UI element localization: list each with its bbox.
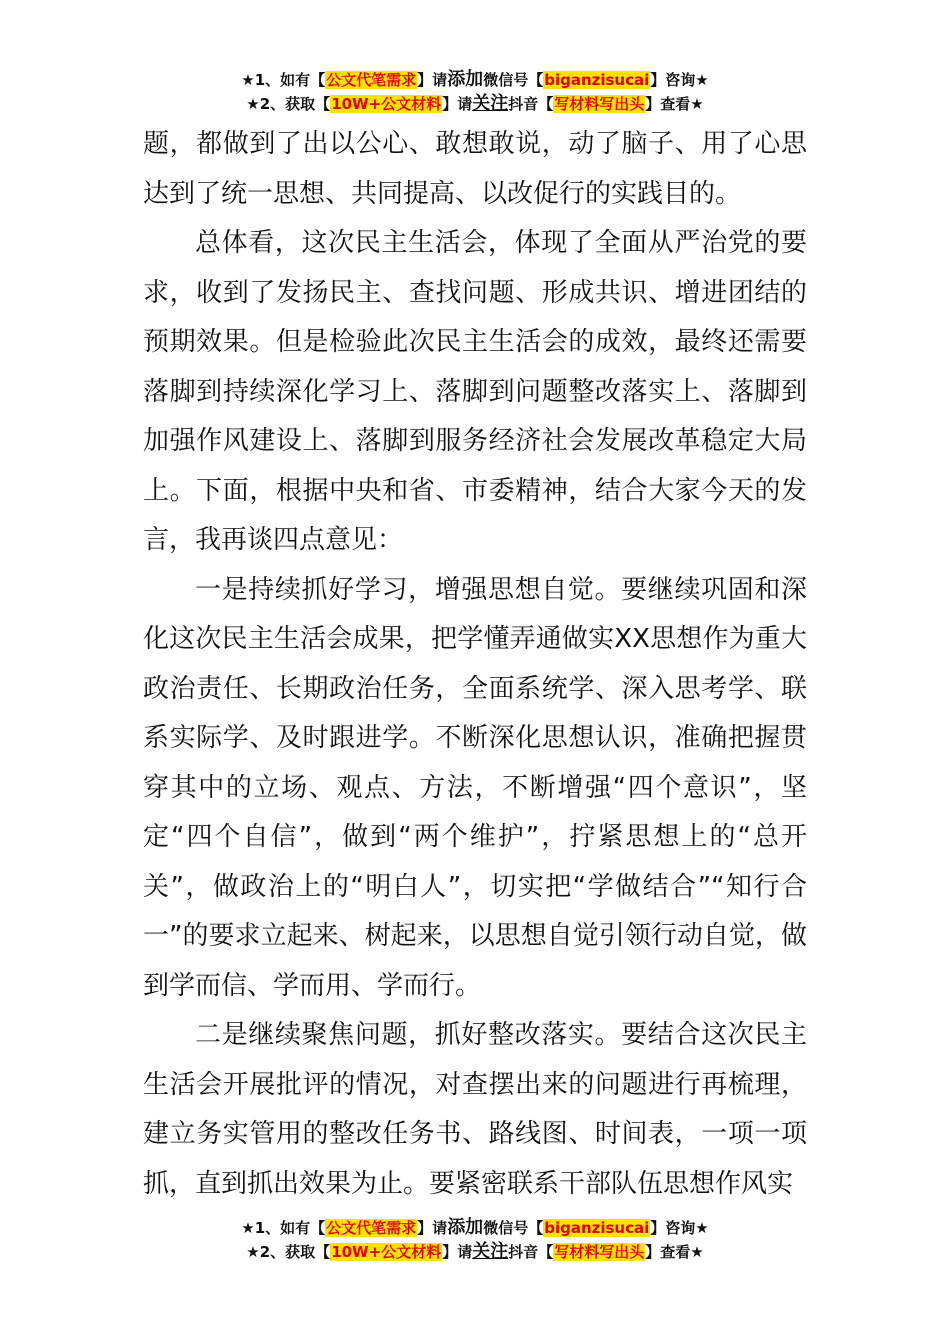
paragraph: 一是持续抓好学习，增强思想自觉。要继续巩固和深化这次民主生活会成果，把学懂弄通做实XX思想作为重大政治责任、长期政治任务，全面系统学、深入思考学、联系实际学、及时跟进学。不断深化思想认识，准确把握贯穿其中的立场、观点、方法，不断增强“四个意识”，坚定“四个自信”，做到“两个维护”，拧紧思想上的“总开关”，做政治上的“明白人”，切实把“学做结合”“知行合一”的要求立起来、树起来，以思想自觉引领行动自觉，做到学而信、学而用、学而行。 [143,574,807,1001]
paragraph: 题，都做到了出以公心、敢想敢说，动了脑子、用了心思达到了统一思想、共同提高、以改促行的实践目的。 [143,129,807,209]
banner-text: ★1、如有【 [241,71,326,89]
banner-text: 】咨询★ [650,1219,709,1237]
banner-text: 添加 [447,69,484,90]
banner-text: ★2、获取【 [246,95,331,113]
footer-banner [0,1216,950,1264]
banner-text: 】请 [417,1219,448,1237]
banner-highlight: 写材料写出头 [554,95,645,113]
document-body [143,120,807,1209]
paragraph: 总体看，这次民主生活会，体现了全面从严治党的要求，收到了发扬民主、查找问题、形成共识、增进团结的预期效果。但是检验此次民主生活会的成效，最终还需要落脚到持续深化学习上、落脚到问题整改落实上、落脚到加强作风建设上、落脚到服务经济社会发展改革稳定大局上。下面，根据中央和省、市委精神，结合大家今天的发言，我再谈四点意见： [143,228,807,555]
paragraph: 二是继续聚焦问题，抓好整改落实。要结合这次民主生活会开展批评的情况，对查摆出来的问题进行再梳理，建立务实管用的整改任务书、路线图、时间表，一项一项抓，直到抓出效果为止。要紧密联系干部队伍思想作风实 [143,1020,807,1199]
banner-line-2 [0,1240,950,1264]
banner-text: 关注 [472,93,509,114]
banner-highlight: 公文代笔需求 [326,71,417,89]
banner-highlight: 10W+公文材料 [331,1243,442,1261]
banner-wechat-id: biganzisucai [544,1219,650,1237]
banner-text: ★2、获取【 [246,1243,331,1261]
banner-highlight: 公文代笔需求 [326,1219,417,1237]
banner-line-1 [0,1216,950,1240]
banner-highlight: 10W+公文材料 [331,95,442,113]
banner-text: 微信号【 [483,1219,544,1237]
banner-text: 微信号【 [483,71,544,89]
banner-text: 】请 [442,1243,473,1261]
header-banner [0,68,950,116]
banner-text: 添加 [447,1217,484,1238]
banner-text: 】请 [417,71,448,89]
banner-text: 】请 [442,95,473,113]
banner-text: 抖音【 [508,1243,554,1261]
banner-wechat-id: biganzisucai [544,71,650,89]
banner-line-1 [0,68,950,92]
banner-text: 关注 [472,1241,509,1262]
banner-text: 】查看★ [645,1243,704,1261]
banner-text: 】查看★ [645,95,704,113]
banner-text: 抖音【 [508,95,554,113]
banner-line-2 [0,92,950,116]
banner-text: ★1、如有【 [241,1219,326,1237]
banner-highlight: 写材料写出头 [554,1243,645,1261]
banner-text: 】咨询★ [650,71,709,89]
